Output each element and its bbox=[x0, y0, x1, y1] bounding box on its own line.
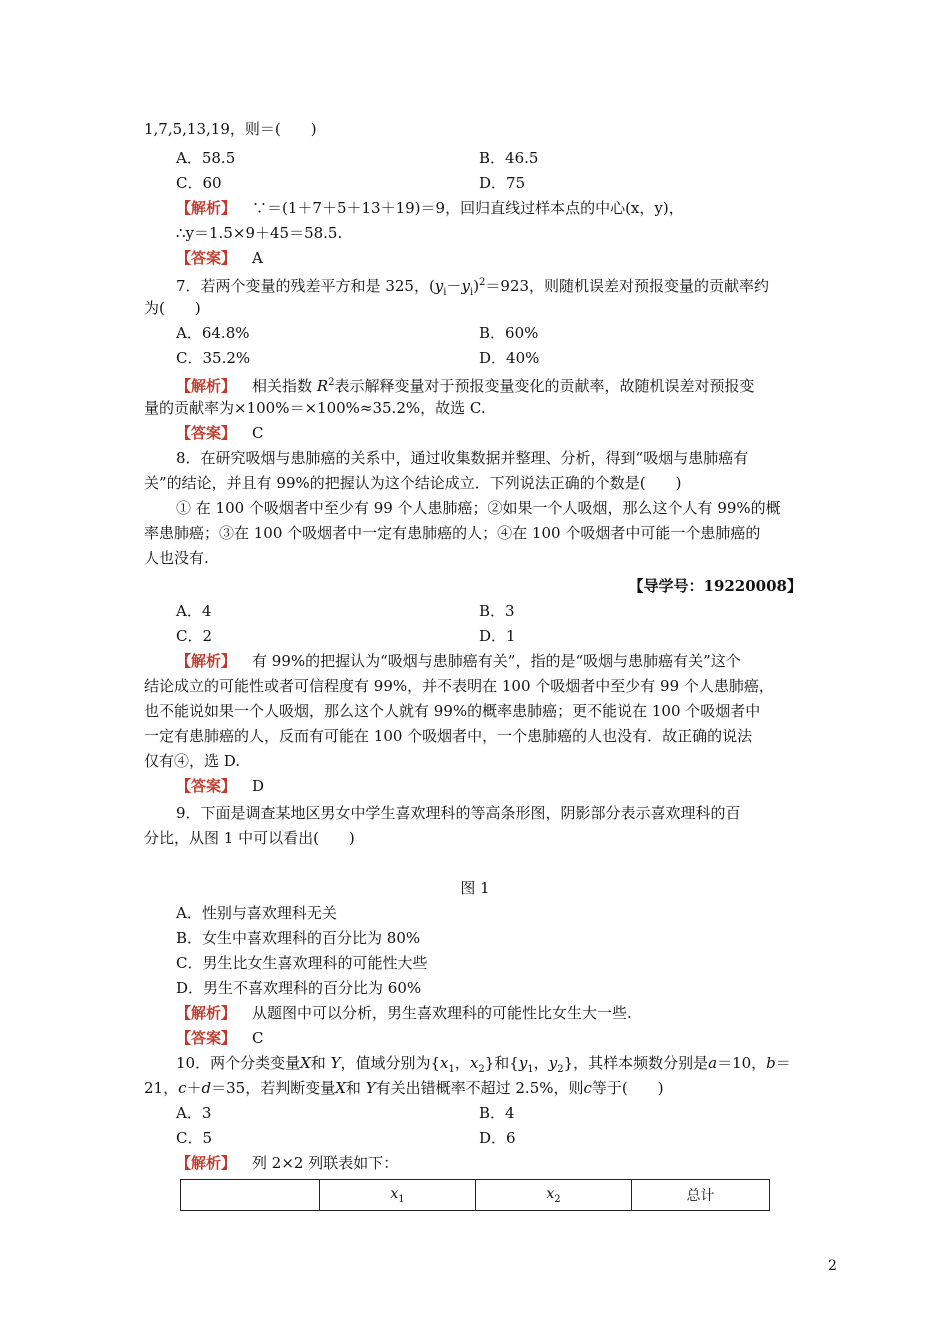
q7-option-b: B．60% bbox=[479, 324, 539, 342]
q9-answer bbox=[176, 1027, 264, 1049]
q9-option-c: C．男生比女生喜欢理科的可能性大些 bbox=[176, 954, 428, 972]
contingency-table bbox=[180, 1179, 770, 1211]
q6-answer bbox=[176, 247, 263, 269]
q9-stem-line1: 9．下面是调查某地区男女中学生喜欢理科的等高条形图，阴影部分表示喜欢理科的百 bbox=[176, 804, 741, 822]
q10-stem-line1: 10．两个分类变量X和 Y，值域分别为{$x_1$，$x_2$}和{$y_1$，$y_2$}，其样本频数分别是a＝10，b＝ bbox=[176, 1054, 791, 1075]
q10-option-d: D．6 bbox=[479, 1129, 516, 1147]
analysis-tag: 【解析】 bbox=[176, 652, 237, 670]
q6-option-d: D．75 bbox=[479, 174, 526, 192]
q8-analysis-line2: 结论成立的可能性或者可信程度有 99%，并不表明在 100 个吸烟者中至少有 99 个人患肺癌， bbox=[144, 677, 774, 695]
analysis-tag: 【解析】 bbox=[176, 199, 237, 217]
q7-stem-line2: 为( ) bbox=[144, 299, 201, 317]
analysis-tag: 【解析】 bbox=[176, 377, 237, 395]
table-cell-empty bbox=[181, 1180, 320, 1211]
analysis-tag: 【解析】 bbox=[176, 1004, 237, 1022]
q9-option-a: A．性别与喜欢理科无关 bbox=[176, 904, 337, 922]
q10-option-c: C．5 bbox=[176, 1129, 213, 1147]
q8-analysis-line3: 也不能说如果一个人吸烟，那么这个人就有 99%的概率患肺癌；更不能说在 100 个吸烟者中 bbox=[144, 702, 761, 720]
q10-option-b: B．4 bbox=[479, 1104, 515, 1122]
q7-stem-line1: 7．若两个变量的残差平方和是 325，$(y_i-y_i)^2=923$，则随机误差对预报变量的贡献率约 bbox=[176, 277, 770, 298]
q10-option-a: A．3 bbox=[176, 1104, 212, 1122]
q8-analysis-line5: 仅有④，选 D. bbox=[144, 752, 241, 770]
q8-stem-line2: 关”的结论，并且有 99%的把握认为这个结论成立．下列说法正确的个数是( ) bbox=[144, 474, 682, 492]
q9-analysis: 【解析】 从题图中可以分析，男生喜欢理科的可能性比女生大一些. bbox=[176, 1004, 632, 1022]
q8-answer bbox=[176, 775, 264, 797]
q8-option-b: B．3 bbox=[479, 602, 515, 620]
q8-stem-line3: ① 在 100 个吸烟者中至少有 99 个人患肺癌；②如果一个人吸烟，那么这个人有 99%的概 bbox=[176, 499, 781, 517]
table-header-x2: $x_2$ bbox=[476, 1180, 632, 1211]
q8-option-c: C．2 bbox=[176, 627, 213, 645]
answer-value: C bbox=[252, 424, 264, 442]
answer-tag: 【答案】 bbox=[176, 1029, 237, 1047]
answer-value: C bbox=[252, 1029, 264, 1047]
answer-tag: 【答案】 bbox=[176, 424, 237, 442]
table-header-total: 总计 bbox=[632, 1180, 770, 1211]
q6-analysis bbox=[176, 197, 684, 219]
q8-stem-line5: 人也没有. bbox=[144, 549, 209, 567]
q6-option-b: B．46.5 bbox=[479, 149, 539, 167]
q6-stem-tail: 1,7,5,13,19，则＝( ) bbox=[144, 120, 317, 138]
page-number: 2 bbox=[828, 1258, 837, 1274]
q8-stem-line1: 8．在研究吸烟与患肺癌的关系中，通过收集数据并整理、分析，得到“吸烟与患肺癌有 bbox=[176, 449, 749, 467]
figure-caption: 图 1 bbox=[460, 879, 490, 897]
q8-option-a: A．4 bbox=[176, 602, 212, 620]
analysis-tag: 【解析】 bbox=[176, 1154, 237, 1172]
q7-answer bbox=[176, 422, 264, 444]
q6-option-a: A．58.5 bbox=[176, 149, 236, 167]
q9-option-d: D．男生不喜欢理科的百分比为 60% bbox=[176, 979, 422, 997]
table-header-x1: $x_1$ bbox=[320, 1180, 476, 1211]
analysis-text: ∵＝(1＋7＋5＋13＋19)＝9，回归直线过样本点的中心(x，y)， bbox=[252, 199, 684, 217]
q10-analysis: 【解析】 列 2×2 列联表如下： bbox=[176, 1154, 399, 1172]
q7-analysis: 【解析】 相关指数 $R^2$表示解释变量对于预报变量变化的贡献率，故随机误差对预报变 bbox=[176, 377, 755, 395]
q7-option-c: C．35.2% bbox=[176, 349, 251, 367]
q10-stem-line2: 21，c＋d＝35，若判断变量X和 Y有关出错概率不超过 2.5%，则c等于( ) bbox=[144, 1079, 664, 1097]
answer-tag: 【答案】 bbox=[176, 777, 237, 795]
q7-analysis-line2: 量的贡献率为×100%＝×100%≈35.2%，故选 C. bbox=[144, 399, 486, 417]
answer-value: D bbox=[252, 777, 265, 795]
answer-value: A bbox=[252, 249, 263, 267]
q7-option-a: A．64.8% bbox=[176, 324, 250, 342]
q7-option-d: D．40% bbox=[479, 349, 540, 367]
q8-option-d: D．1 bbox=[479, 627, 516, 645]
q9-option-b: B．女生中喜欢理科的百分比为 80% bbox=[176, 929, 421, 947]
q9-stem-line2: 分比，从图 1 中可以看出( ) bbox=[144, 829, 355, 847]
q6-analysis-line2: ∴y＝1.5×9＋45＝58.5. bbox=[176, 224, 343, 242]
q8-analysis: 【解析】 有 99%的把握认为“吸烟与患肺癌有关”，指的是“吸烟与患肺癌有关”这个 bbox=[176, 652, 741, 670]
table-row bbox=[181, 1180, 770, 1211]
guide-number: 【导学号：19220008】 bbox=[628, 577, 802, 595]
q8-stem-line4: 率患肺癌；③在 100 个吸烟者中一定有患肺癌的人；④在 100 个吸烟者中可能一个患肺癌的 bbox=[144, 524, 761, 542]
q8-analysis-line4: 一定有患肺癌的人，反而有可能在 100 个吸烟者中，一个患肺癌的人也没有．故正确的说法 bbox=[144, 727, 753, 745]
answer-tag: 【答案】 bbox=[176, 249, 237, 267]
q6-option-c: C．60 bbox=[176, 174, 222, 192]
